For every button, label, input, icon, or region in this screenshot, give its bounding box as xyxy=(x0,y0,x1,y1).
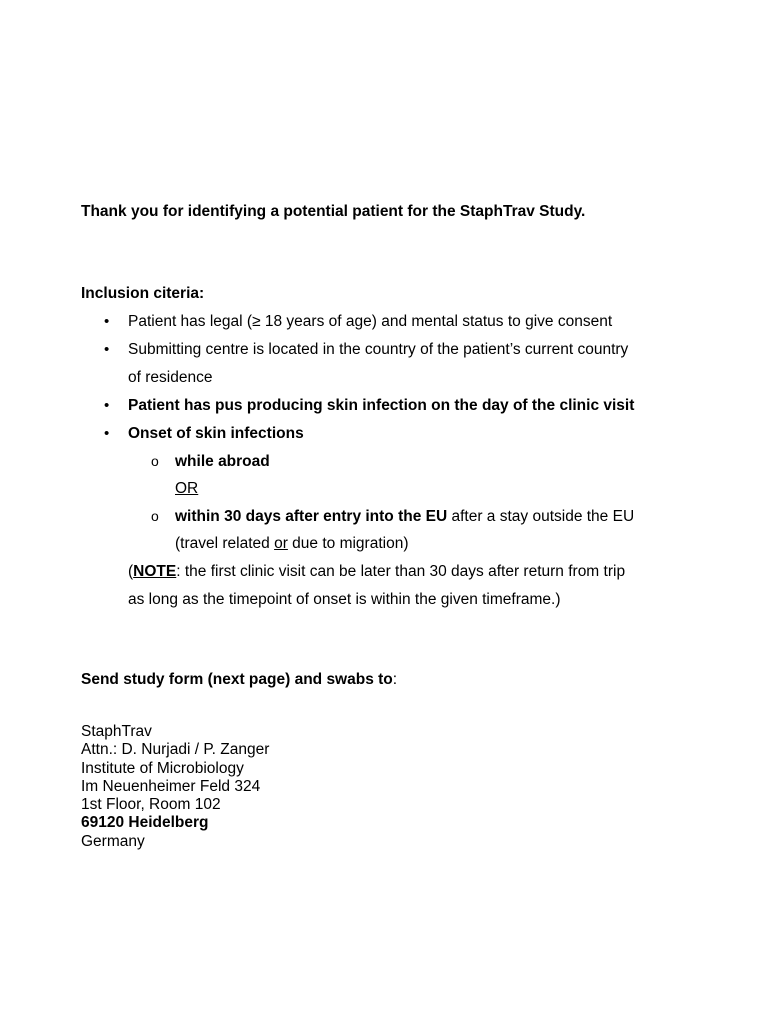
inclusion-heading: Inclusion citeria: xyxy=(81,285,205,302)
send-label: Send study form (next page) and swabs to xyxy=(81,671,393,688)
sub-criterion-within-30-days xyxy=(175,508,634,526)
travel-related-line xyxy=(175,535,409,553)
note-line-2: as long as the timepoint of onset is within the given timeframe.) xyxy=(128,591,561,608)
or-separator: OR xyxy=(175,480,199,497)
note-text-1: : the first clinic visit can be later than 30 days after return from trip xyxy=(176,563,626,580)
criterion-submitting-centre: Submitting centre is located in the country of the patient’s current country xyxy=(128,341,629,358)
address-city: 69120 Heidelberg xyxy=(81,814,209,832)
within-30-days-bold: within 30 days after entry into the EU xyxy=(175,508,448,525)
bullet-marker: • xyxy=(104,425,110,442)
bullet-marker: • xyxy=(104,397,110,414)
bullet-marker: • xyxy=(104,341,110,358)
note-open-paren: ( xyxy=(128,563,134,580)
document-title: Thank you for identifying a potential patient for the StaphTrav Study. xyxy=(81,203,586,220)
criterion-legal-status: Patient has legal (≥ 18 years of age) and mental status to give consent xyxy=(128,313,613,330)
address-line: StaphTrav xyxy=(81,723,152,740)
send-instructions xyxy=(81,671,397,689)
travel-prefix: (travel related xyxy=(175,535,275,552)
sub-criterion-while-abroad: while abroad xyxy=(175,453,270,470)
criterion-onset: Onset of skin infections xyxy=(128,425,304,442)
criterion-submitting-centre-cont: of residence xyxy=(128,369,213,386)
within-30-days-rest: after a stay outside the EU xyxy=(447,508,635,525)
address-line: Im Neuenheimer Feld 324 xyxy=(81,777,261,795)
address-line: Institute of Microbiology xyxy=(81,759,244,777)
travel-or: or xyxy=(274,535,288,552)
travel-suffix: due to migration) xyxy=(287,535,409,552)
send-colon: : xyxy=(392,671,398,688)
note-line-1 xyxy=(128,563,625,581)
address-country: Germany xyxy=(81,832,145,850)
address-line: 1st Floor, Room 102 xyxy=(81,796,221,814)
sub-bullet-marker: o xyxy=(151,453,159,469)
criterion-pus-infection: Patient has pus producing skin infection on the day of the clinic visit xyxy=(128,397,635,414)
mailing-address xyxy=(81,723,269,851)
note-label: NOTE xyxy=(133,563,177,580)
sub-bullet-marker: o xyxy=(151,508,159,524)
address-line: Attn.: D. Nurjadi / P. Zanger xyxy=(81,741,270,759)
bullet-marker: • xyxy=(104,313,110,330)
